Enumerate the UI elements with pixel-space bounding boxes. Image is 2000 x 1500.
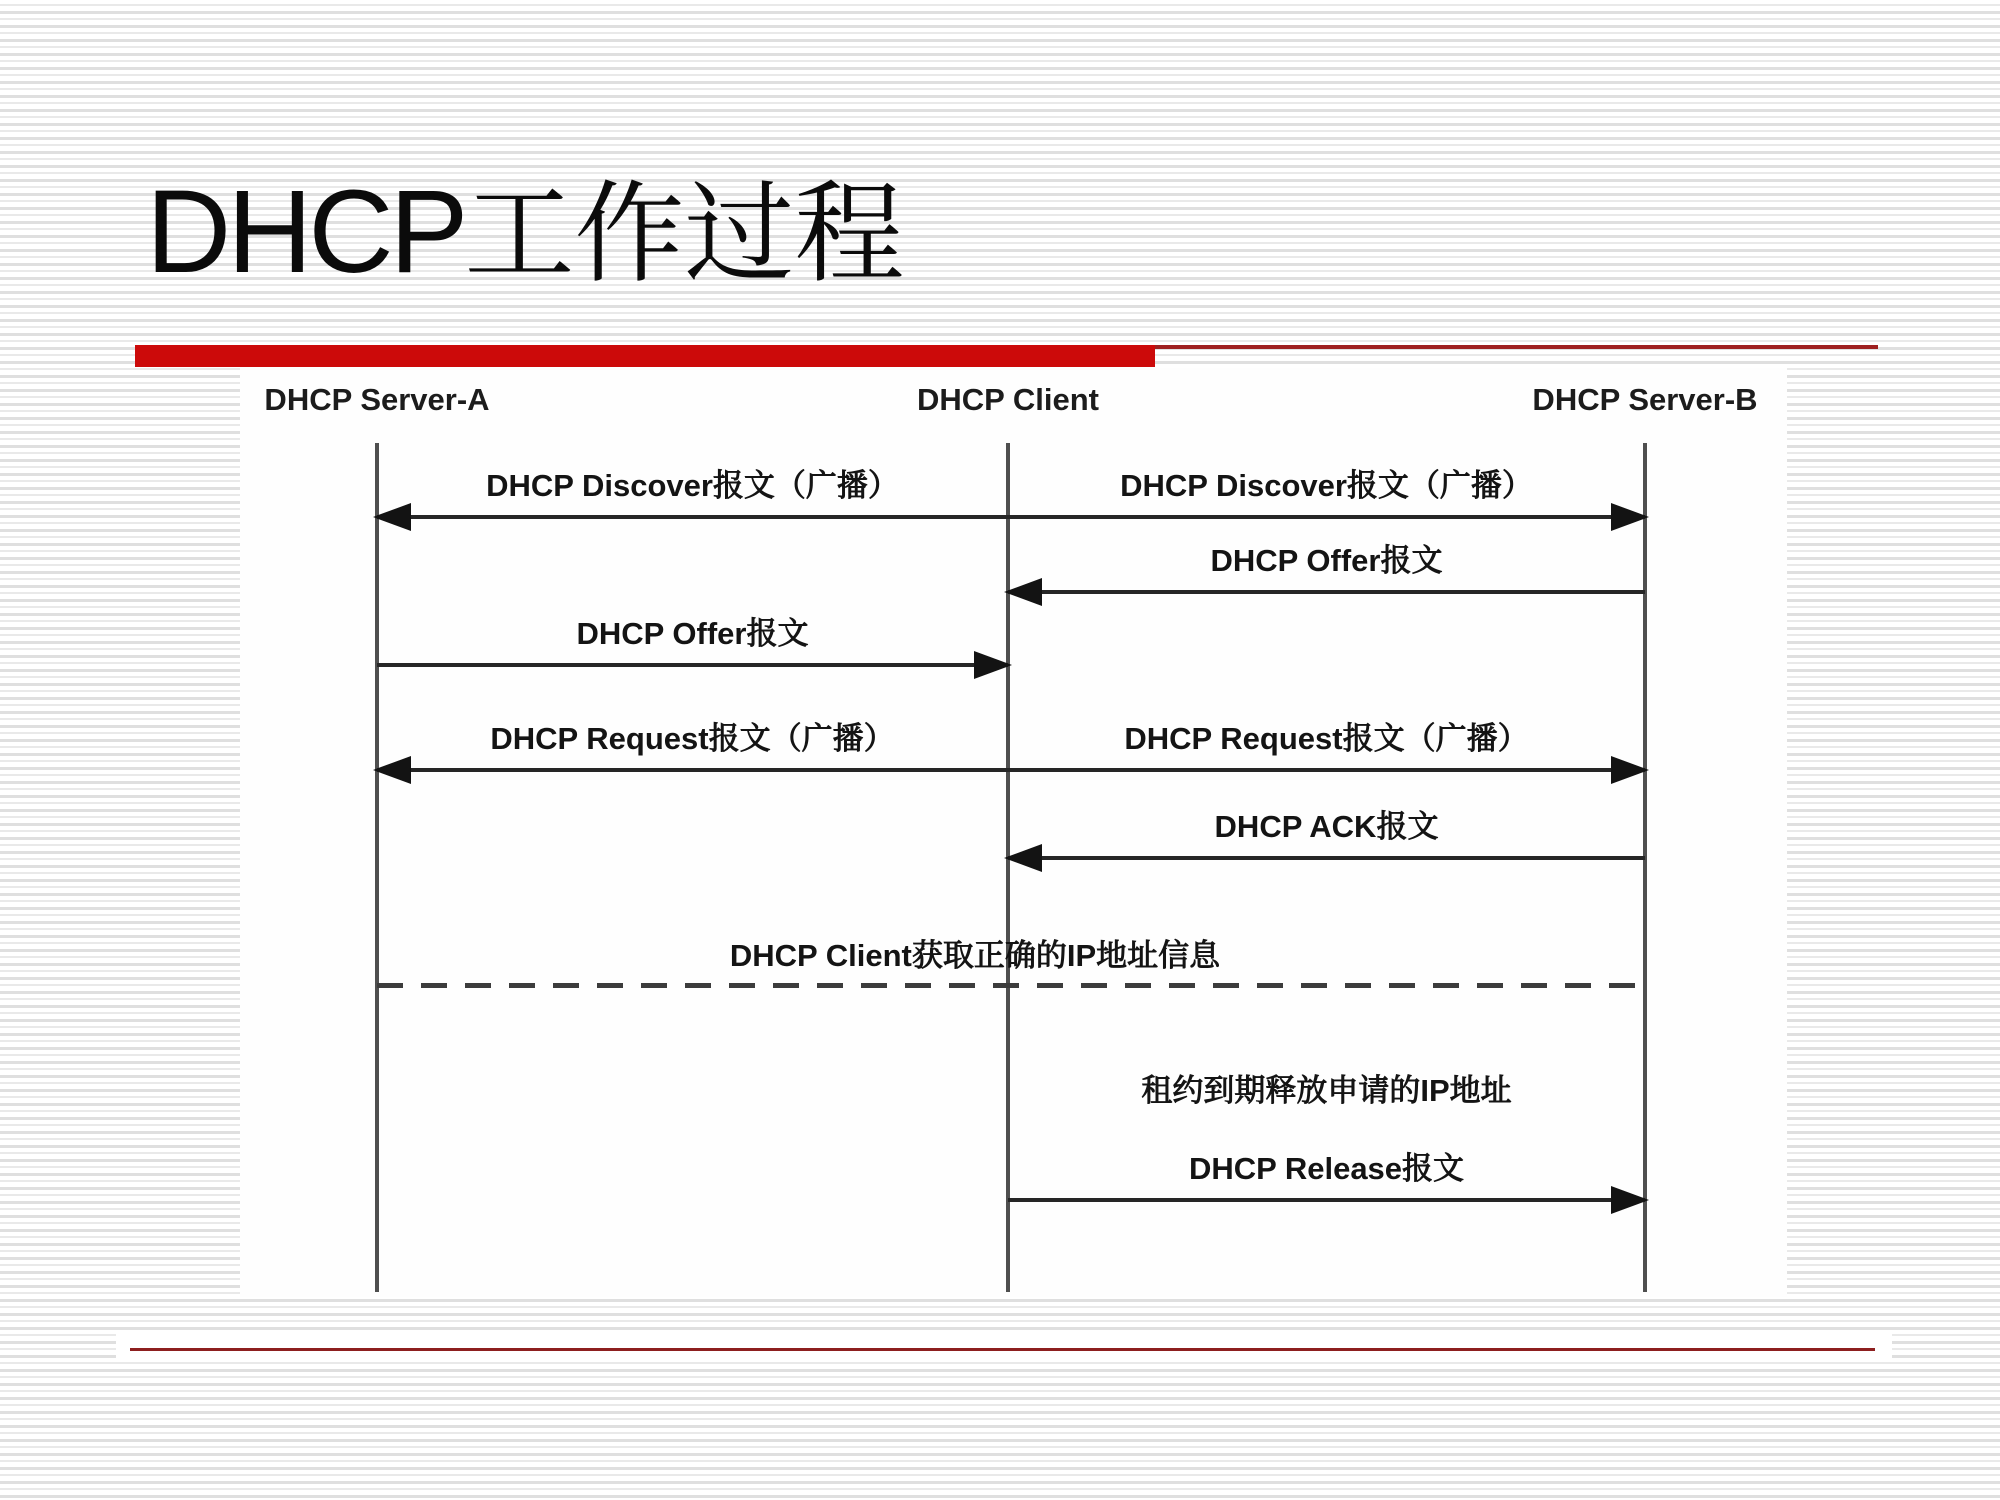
message-arrow <box>377 768 1008 772</box>
arrowhead-right-icon <box>1611 503 1649 531</box>
arrowhead-left-icon <box>373 756 411 784</box>
message-arrow <box>1008 590 1645 594</box>
actor-label-server-b: DHCP Server-B <box>1532 382 1758 417</box>
lifeline-server-a <box>375 443 379 1292</box>
message-label: DHCP Discover报文（广播） <box>1120 468 1533 503</box>
message-label: DHCP Request报文（广播） <box>490 721 895 756</box>
message-arrow <box>1008 768 1645 772</box>
lifeline-server-b <box>1643 443 1647 1292</box>
page-title-cjk: 工作过程 <box>464 174 905 296</box>
actor-label-server-a: DHCP Server-A <box>264 382 490 417</box>
milestone-label: DHCP Client获取正确的IP地址信息 <box>729 938 1221 973</box>
arrowhead-right-icon <box>1611 1186 1649 1214</box>
message-arrow <box>1008 1198 1645 1202</box>
message-arrow <box>377 515 1008 519</box>
message-label: DHCP Discover报文（广播） <box>486 468 899 503</box>
message-arrow <box>1008 515 1645 519</box>
page-title <box>146 168 904 298</box>
title-underline-bar <box>135 345 1155 367</box>
arrowhead-left-icon <box>373 503 411 531</box>
message-arrow <box>377 663 1008 667</box>
arrowhead-right-icon <box>1611 756 1649 784</box>
message-label: DHCP ACK报文 <box>1214 809 1439 844</box>
note-label: 租约到期释放申请的IP地址 <box>1141 1073 1512 1108</box>
milestone-dashed-line <box>377 983 1645 988</box>
arrowhead-left-icon <box>1004 844 1042 872</box>
arrowhead-right-icon <box>974 651 1012 679</box>
arrowhead-left-icon <box>1004 578 1042 606</box>
sequence-diagram-panel <box>240 368 1787 1297</box>
title-underline-rule <box>1155 345 1878 349</box>
actor-label-client: DHCP Client <box>916 382 1100 417</box>
message-label: DHCP Request报文（广播） <box>1124 721 1529 756</box>
message-label: DHCP Offer报文 <box>1210 543 1443 578</box>
footer-rule-line <box>130 1348 1875 1351</box>
page-title-latin: DHCP <box>146 166 465 298</box>
message-arrow <box>1008 856 1645 860</box>
message-label: DHCP Offer报文 <box>576 616 809 651</box>
message-label: DHCP Release报文 <box>1188 1151 1465 1186</box>
